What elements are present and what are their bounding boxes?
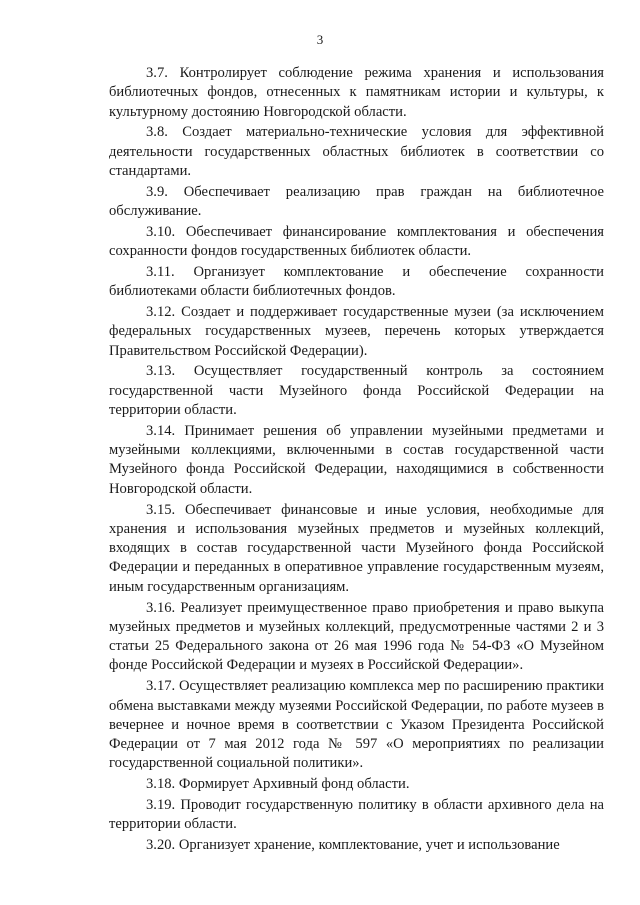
paragraph-3-7: 3.7. Контролирует соблюдение режима хранения и использования библиотечных фондов, отнесенных к памятникам истории и культуры, к культурному достоянию Новгородской области. — [109, 65, 604, 120]
paragraph-3-15: 3.15. Обеспечивает финансовые и иные условия, необходимые для хранения и использования музейных предметов и музейных коллекций, входящих в состав государственной части Музейного фонда Российской Федерации и переданных в оперативное управление государственным музеям, иным государственным организациям. — [109, 501, 604, 595]
paragraph-3-20: 3.20. Организует хранение, комплектование, учет и использование — [146, 837, 560, 854]
paragraph-3-18: 3.18. Формирует Архивный фонд области. — [146, 776, 410, 793]
document-body — [109, 64, 604, 857]
paragraph-3-12: 3.12. Создает и поддерживает государственные музеи (за исключением федеральных государственных музеев, перечень которых утверждается Правительством Российской Федерации). — [109, 304, 604, 359]
paragraph-3-9: 3.9. Обеспечивает реализацию прав граждан на библиотечное обслуживание. — [109, 183, 604, 220]
page-number: 3 — [316, 32, 324, 47]
paragraph-3-16: 3.16. Реализует преимущественное право приобретения и право выкупа музейных предметов и музейных коллекций, предусмотренные частями 2 и 3 статьи 25 Федерального закона от 26 мая 1996 года № 54-ФЗ «О Музейном фонде Российской Федерации и музеях в Российской Федерации». — [109, 599, 604, 674]
paragraph-3-19: 3.19. Проводит государственную политику в области архивного дела на территории области. — [109, 796, 604, 833]
paragraph-3-17: 3.17. Осуществляет реализацию комплекса мер по расширению практики обмена выставками между музеями Российской Федерации, по работе музеев в вечернее и ночное время в соответствии с Указом Президента Российской Федерации от 7 мая 2012 года № 597 «О мероприятиях по реализации государственной социальной политики». — [109, 678, 604, 772]
paragraph-3-10: 3.10. Обеспечивает финансирование комплектования и обеспечения сохранности фондов государственных библиотек области. — [109, 223, 604, 260]
paragraph-3-11: 3.11. Организует комплектование и обеспечение сохранности библиотеками области библиотечных фондов. — [109, 263, 604, 300]
paragraph-3-8: 3.8. Создает материально-технические условия для эффективной деятельности государственных областных библиотек в соответствии со стандартами. — [109, 124, 604, 179]
paragraph-3-13: 3.13. Осуществляет государственный контроль за состоянием государственной части Музейного фонда Российской Федерации на территории области. — [109, 363, 604, 419]
paragraph-3-14: 3.14. Принимает решения об управлении музейными предметами и музейными коллекциями, включенными в состав государственной части Музейного фонда Российской Федерации, находящимися в собственности Новгородской области. — [109, 422, 604, 497]
